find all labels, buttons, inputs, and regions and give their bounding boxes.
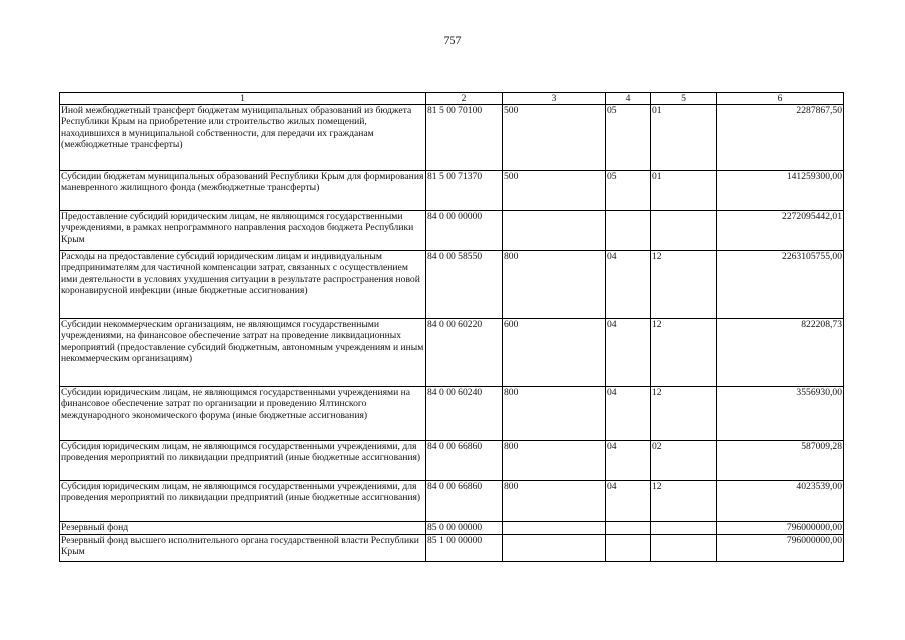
row-sum: 587009,28 (717, 441, 844, 481)
row-csr: 81 5 00 70100 (426, 105, 503, 171)
row-vr: 800 (503, 387, 606, 441)
row-sum: 4023539,00 (717, 481, 844, 522)
row-sum: 2263105755,00 (717, 251, 844, 319)
row-sum: 141259300,00 (717, 171, 844, 211)
row-sum: 2287867,50 (717, 105, 844, 171)
row-name: Субсидия юридическим лицам, не являющимся государственными учреждениями, для проведения мероприятий по ликвидации предприятий (иные бюджетные ассигнования) (60, 481, 426, 522)
row-name: Расходы на предоставление субсидий юридическим лицам и индивидуальным предпринимателям для частичной компенсации затрат, связанных с осуществлением ими деятельности в условиях ухудшения ситуации в результате распространения новой коронавирусной инфекции (иные бюджетные ассигнования) (60, 251, 426, 319)
row-rz: 04 (606, 319, 651, 387)
row-pr: 12 (651, 251, 717, 319)
row-rz (606, 522, 651, 535)
row-rz: 04 (606, 481, 651, 522)
col-header-csr: 2 (426, 93, 503, 105)
row-rz: 05 (606, 105, 651, 171)
table-row (60, 535, 844, 562)
row-csr: 84 0 00 66860 (426, 441, 503, 481)
row-vr (503, 211, 606, 251)
table-row (60, 171, 844, 211)
row-pr: 12 (651, 319, 717, 387)
row-pr: 12 (651, 387, 717, 441)
table-row (60, 387, 844, 441)
row-name: Субсидии некоммерческим организациям, не являющимся государственными учреждениями, на финансовое обеспечение затрат на проведение ликвидационных мероприятий (предоставление субсидий бюджетным, автономным учреждениям и иным некоммерческим организациям) (60, 319, 426, 387)
row-csr: 84 0 00 00000 (426, 211, 503, 251)
budget-table (59, 92, 844, 562)
row-rz (606, 211, 651, 251)
row-sum: 2272095442,01 (717, 211, 844, 251)
table-row (60, 481, 844, 522)
row-name: Предоставление субсидий юридическим лицам, не являющимся государственными учреждениями, в рамках непрограммного направления расходов бюджета Республики Крым (60, 211, 426, 251)
row-vr: 600 (503, 319, 606, 387)
table-row (60, 319, 844, 387)
row-pr (651, 522, 717, 535)
table-row (60, 522, 844, 535)
row-rz: 05 (606, 171, 651, 211)
col-header-rz: 4 (606, 93, 651, 105)
row-pr (651, 211, 717, 251)
table-row (60, 441, 844, 481)
row-name: Субсидии бюджетам муниципальных образований Республики Крым для формирования маневренного жилищного фонда (межбюджетные трансферты) (60, 171, 426, 211)
col-header-vr: 3 (503, 93, 606, 105)
row-name: Резервный фонд (60, 522, 426, 535)
row-csr: 81 5 00 71370 (426, 171, 503, 211)
row-csr: 85 0 00 00000 (426, 522, 503, 535)
row-name: Субсидии юридическим лицам, не являющимся государственными учреждениями на финансовое обеспечение затрат по организации и проведению Ялтинского международного экономического форума (иные бюджетные ассигнования) (60, 387, 426, 441)
row-rz: 04 (606, 251, 651, 319)
row-vr: 500 (503, 171, 606, 211)
row-sum: 796000000,00 (717, 535, 844, 562)
row-csr: 85 1 00 00000 (426, 535, 503, 562)
row-vr: 800 (503, 251, 606, 319)
row-csr: 84 0 00 58550 (426, 251, 503, 319)
row-sum: 796000000,00 (717, 522, 844, 535)
row-pr: 12 (651, 481, 717, 522)
header-row (60, 93, 844, 105)
row-name: Субсидия юридическим лицам, не являющимся государственными учреждениями, для проведения мероприятий по ликвидации предприятий (иные бюджетные ассигнования) (60, 441, 426, 481)
table-row (60, 251, 844, 319)
row-pr (651, 535, 717, 562)
row-rz (606, 535, 651, 562)
row-pr: 01 (651, 105, 717, 171)
row-pr: 01 (651, 171, 717, 211)
row-sum: 822208,73 (717, 319, 844, 387)
page-number: 757 (443, 33, 462, 47)
table-row (60, 105, 844, 171)
row-vr: 800 (503, 481, 606, 522)
row-name: Иной межбюджетный трансферт бюджетам муниципальных образований из бюджета Республики Крым на приобретение или строительство жилых помещений, находившихся в муниципальной собственности, для передачи их гражданам (межбюджетные трансферты) (60, 105, 426, 171)
row-csr: 84 0 00 60240 (426, 387, 503, 441)
col-header-pr: 5 (651, 93, 717, 105)
row-vr (503, 535, 606, 562)
row-rz: 04 (606, 387, 651, 441)
row-csr: 84 0 00 60220 (426, 319, 503, 387)
row-vr (503, 522, 606, 535)
row-vr: 500 (503, 105, 606, 171)
table-row (60, 211, 844, 251)
row-rz: 04 (606, 441, 651, 481)
row-csr: 84 0 00 66860 (426, 481, 503, 522)
row-name: Резервный фонд высшего исполнительного органа государственной власти Республики Крым (60, 535, 426, 562)
col-header-sum: 6 (717, 93, 844, 105)
row-sum: 3556930,00 (717, 387, 844, 441)
row-vr: 800 (503, 441, 606, 481)
col-header-name: 1 (60, 93, 426, 105)
row-pr: 02 (651, 441, 717, 481)
